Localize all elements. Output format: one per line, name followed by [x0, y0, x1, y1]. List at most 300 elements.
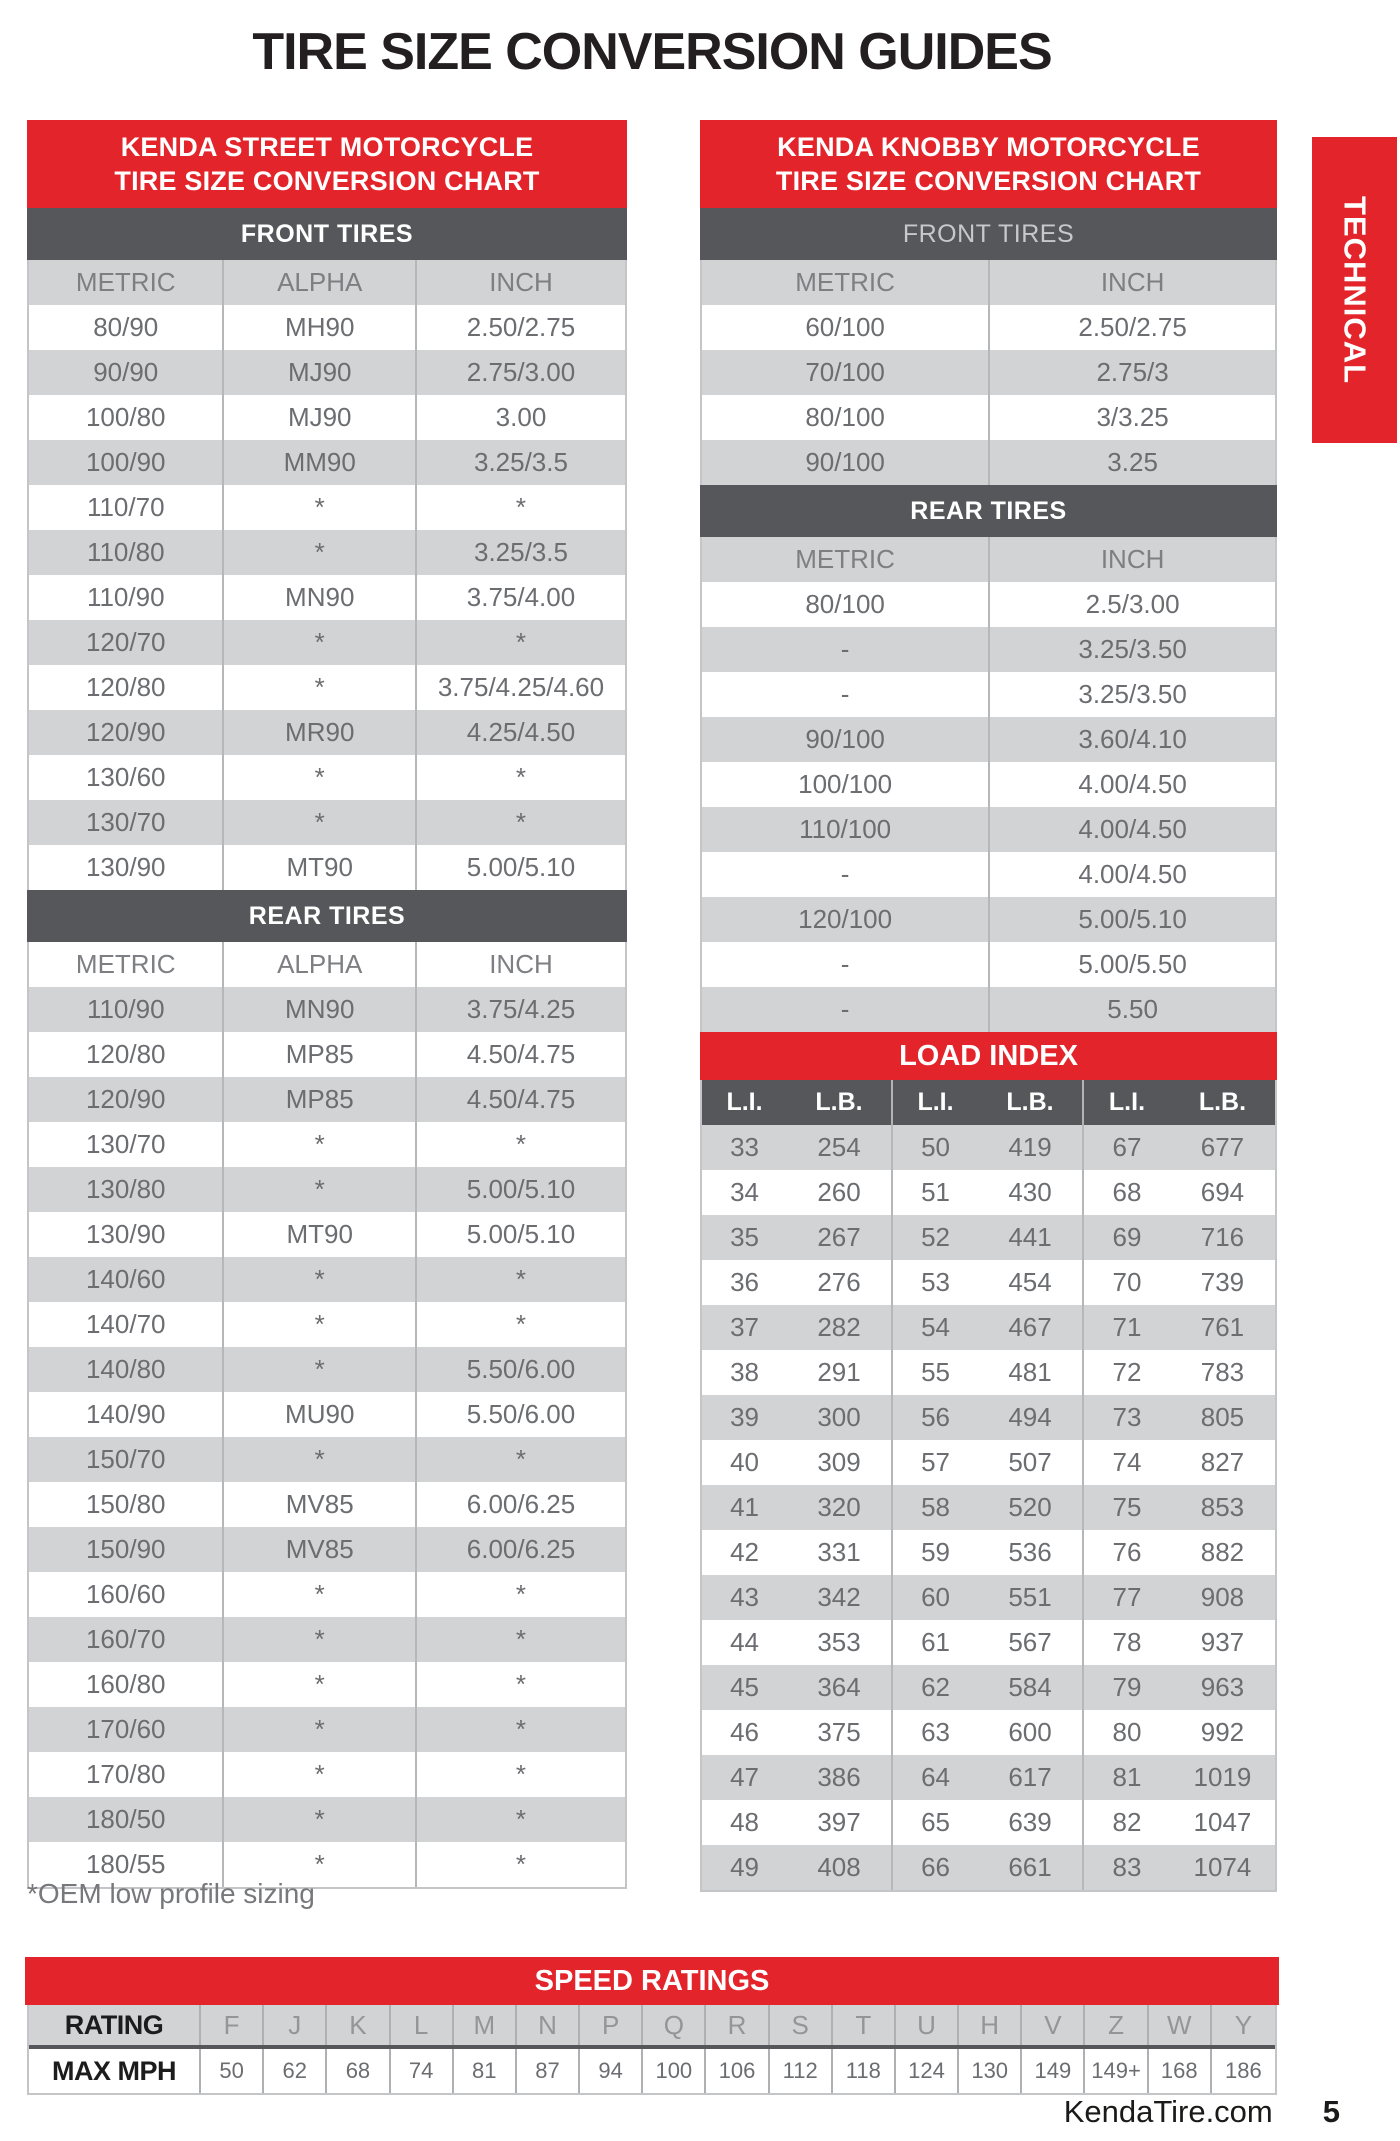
load-pounds-value: 454 [1008, 1267, 1052, 1297]
table-row [702, 440, 1275, 485]
table-row [29, 530, 625, 575]
table-cell: 150/90 [29, 1527, 224, 1572]
knobby-conversion-chart [700, 120, 1277, 1892]
table-row [29, 440, 625, 485]
load-index-value: 76 [1112, 1537, 1142, 1567]
table-row [29, 1797, 625, 1842]
speed-ratings-table [27, 1957, 1277, 2095]
table-cell: 140/80 [29, 1347, 224, 1392]
load-index-value: 59 [921, 1537, 950, 1567]
table-cell: * [515, 807, 527, 837]
load-index-header: LOAD INDEX [700, 1032, 1277, 1080]
table-cell: * [224, 1437, 417, 1482]
table-cell: 70/100 [702, 350, 990, 395]
table-cell: 3.25/3.5 [473, 447, 568, 477]
load-pounds-value: 617 [1008, 1762, 1052, 1792]
technical-tab [1312, 137, 1397, 443]
load-index-group [1084, 1485, 1275, 1530]
table-row [702, 987, 1275, 1032]
load-pounds-value: 408 [817, 1852, 861, 1882]
table-cell: * [515, 1804, 527, 1834]
table-cell: 120/100 [702, 897, 990, 942]
street-chart-title-line2: TIRE SIZE CONVERSION CHART [114, 166, 540, 196]
load-pounds-value: 254 [817, 1132, 861, 1162]
speed-rating-cell: Z [1085, 2005, 1148, 2045]
oem-note: *OEM low profile sizing [27, 1878, 315, 1909]
table-cell: 2.75/3 [1096, 357, 1169, 387]
load-index-group [702, 1485, 893, 1530]
load-index-row [702, 1800, 1275, 1845]
max-mph-cell: 74 [391, 2049, 454, 2093]
load-index-group [702, 1710, 893, 1755]
table-cell: 5.00/5.10 [466, 1174, 576, 1204]
table-cell: MP85 [224, 1077, 417, 1122]
load-pounds-value: 739 [1200, 1267, 1245, 1297]
load-pounds-value: 827 [1200, 1447, 1245, 1477]
table-cell: 2.5/3.00 [1085, 589, 1180, 619]
load-pounds-value: 992 [1200, 1717, 1245, 1747]
table-cell: MT90 [224, 1212, 417, 1257]
street-front-rows [29, 305, 625, 890]
table-cell: 120/90 [29, 1077, 224, 1122]
load-index-value: 45 [730, 1672, 759, 1702]
table-row [29, 1662, 625, 1707]
table-cell: MV85 [224, 1482, 417, 1527]
load-pounds-value: 276 [817, 1267, 861, 1297]
rating-row-label: RATING [29, 2005, 201, 2045]
table-cell: * [515, 1444, 527, 1474]
table-cell: 150/80 [29, 1482, 224, 1527]
max-mph-cell: 124 [896, 2049, 959, 2093]
table-row [29, 575, 625, 620]
table-row [29, 755, 625, 800]
load-index-value: 79 [1112, 1672, 1142, 1702]
table-cell: MR90 [224, 710, 417, 755]
table-cell: - [702, 672, 990, 717]
page-title: TIRE SIZE CONVERSION GUIDES [252, 23, 1052, 81]
load-index-group [702, 1530, 893, 1575]
table-cell: MN90 [224, 987, 417, 1032]
load-index-group [893, 1620, 1084, 1665]
table-cell: 140/90 [29, 1392, 224, 1437]
street-chart-header [27, 120, 627, 208]
table-cell: * [515, 1309, 527, 1339]
table-cell: 4.50/4.75 [466, 1084, 576, 1114]
column-header-alpha: ALPHA [224, 942, 417, 987]
load-index-value: 54 [921, 1312, 950, 1342]
load-pounds-value: 908 [1200, 1582, 1245, 1612]
table-cell: 6.00/6.25 [466, 1489, 576, 1519]
table-cell: * [515, 1579, 527, 1609]
table-row [702, 852, 1275, 897]
table-row [29, 665, 625, 710]
speed-rating-cell: U [896, 2005, 959, 2045]
table-row [702, 717, 1275, 762]
table-cell: 110/90 [29, 987, 224, 1032]
load-index-group [1084, 1125, 1275, 1170]
table-row [29, 485, 625, 530]
load-pounds-value: 1047 [1193, 1807, 1252, 1837]
load-index-value: 71 [1112, 1312, 1142, 1342]
load-pounds-value: 937 [1200, 1627, 1245, 1657]
table-cell: * [224, 1302, 417, 1347]
column-header-metric: METRIC [702, 537, 990, 582]
speed-rating-cell: J [264, 2005, 327, 2045]
table-cell: 90/100 [702, 440, 990, 485]
load-pounds-value: 853 [1200, 1492, 1245, 1522]
load-index-header-group [702, 1080, 893, 1125]
table-cell: 4.50/4.75 [466, 1039, 576, 1069]
speed-rating-cell: Q [643, 2005, 706, 2045]
load-index-value: 58 [921, 1492, 950, 1522]
load-index-value: 56 [921, 1402, 950, 1432]
load-pounds-value: 661 [1008, 1852, 1052, 1882]
load-index-value: 77 [1112, 1582, 1142, 1612]
load-pounds-value: 331 [817, 1537, 861, 1567]
load-index-value: 35 [730, 1222, 759, 1252]
load-index-group [702, 1305, 893, 1350]
table-cell: * [515, 1759, 527, 1789]
load-index-group [1084, 1305, 1275, 1350]
table-cell: 130/70 [29, 1122, 224, 1167]
load-index-group [1084, 1710, 1275, 1755]
load-pounds-value: 600 [1008, 1717, 1052, 1747]
load-index-row [702, 1575, 1275, 1620]
load-pounds-value: 694 [1200, 1177, 1245, 1207]
table-cell: 130/70 [29, 800, 224, 845]
table-cell: 3.25 [1107, 447, 1158, 477]
load-pounds-value: 260 [817, 1177, 861, 1207]
table-cell: * [515, 762, 527, 792]
max-mph-cell: 168 [1149, 2049, 1212, 2093]
table-cell: 6.00/6.25 [466, 1534, 576, 1564]
table-cell: 120/70 [29, 620, 224, 665]
load-index-value: 41 [730, 1492, 759, 1522]
knobby-rear-tires-bar: REAR TIRES [700, 485, 1277, 537]
table-cell: * [224, 1797, 417, 1842]
speed-rating-cell: N [517, 2005, 580, 2045]
load-index-value: 78 [1112, 1627, 1142, 1657]
table-row [702, 672, 1275, 717]
street-chart-title-line1: KENDA STREET MOTORCYCLE [120, 132, 534, 162]
load-index-group [893, 1440, 1084, 1485]
load-index-row [702, 1710, 1275, 1755]
speed-rating-cell: T [833, 2005, 896, 2045]
table-cell: 4.25/4.50 [466, 717, 576, 747]
load-pounds-value: 882 [1200, 1537, 1245, 1567]
table-cell: * [224, 530, 417, 575]
table-cell: * [224, 1707, 417, 1752]
load-index-value: 66 [921, 1852, 950, 1882]
load-index-value: 37 [730, 1312, 759, 1342]
max-mph-cell: 68 [327, 2049, 390, 2093]
table-cell: 170/60 [29, 1707, 224, 1752]
table-cell: 130/80 [29, 1167, 224, 1212]
load-index-group [1084, 1440, 1275, 1485]
column-header-metric: METRIC [29, 942, 224, 987]
table-cell: * [515, 492, 527, 522]
table-cell: 3.25/3.50 [1078, 679, 1187, 709]
table-cell: * [515, 1669, 527, 1699]
load-pounds-value: 520 [1008, 1492, 1052, 1522]
load-index-value: 62 [921, 1672, 950, 1702]
load-index-row [702, 1170, 1275, 1215]
load-index-value: 70 [1112, 1267, 1142, 1297]
column-header-alpha: ALPHA [224, 260, 417, 305]
load-index-value: 74 [1112, 1447, 1142, 1477]
table-row [702, 582, 1275, 627]
load-index-value: 72 [1112, 1357, 1142, 1387]
table-cell: 100/80 [29, 395, 224, 440]
max-mph-cell: 62 [264, 2049, 327, 2093]
load-index-row [702, 1215, 1275, 1260]
knobby-front-column-headers [702, 260, 1275, 305]
load-index-li-label: L.I. [917, 1088, 954, 1116]
load-index-group [702, 1395, 893, 1440]
table-cell: 4.00/4.50 [1078, 814, 1187, 844]
load-index-value: 53 [921, 1267, 950, 1297]
knobby-chart-title-line1: KENDA KNOBBY MOTORCYCLE [777, 132, 1200, 162]
table-cell: 110/80 [29, 530, 224, 575]
load-index-value: 48 [730, 1807, 759, 1837]
load-index-group [893, 1170, 1084, 1215]
street-front-tires-bar: FRONT TIRES [27, 208, 627, 260]
load-pounds-value: 639 [1008, 1807, 1052, 1837]
table-cell: MV85 [224, 1527, 417, 1572]
table-cell: 140/70 [29, 1302, 224, 1347]
table-row [29, 1167, 625, 1212]
table-cell: * [224, 800, 417, 845]
table-row [29, 1077, 625, 1122]
load-index-group [1084, 1260, 1275, 1305]
load-index-value: 75 [1112, 1492, 1142, 1522]
website-text: KendaTire.com [1063, 2094, 1273, 2129]
table-cell: 60/100 [702, 305, 990, 350]
load-index-value: 44 [730, 1627, 759, 1657]
street-front-column-headers [29, 260, 625, 305]
table-cell: 100/100 [702, 762, 990, 807]
table-cell: MJ90 [224, 350, 417, 395]
table-cell: 3.25/3.5 [473, 537, 568, 567]
load-index-value: 83 [1112, 1852, 1142, 1882]
load-index-header-group [893, 1080, 1084, 1125]
load-pounds-value: 507 [1008, 1447, 1052, 1477]
load-index-value: 67 [1112, 1132, 1142, 1162]
load-index-group [893, 1305, 1084, 1350]
mph-row-label: MAX MPH [29, 2049, 201, 2093]
table-row [29, 1707, 625, 1752]
max-mph-cell: 118 [833, 2049, 896, 2093]
knobby-chart-title-line2: TIRE SIZE CONVERSION CHART [775, 166, 1202, 196]
table-row [702, 762, 1275, 807]
load-pounds-value: 291 [817, 1357, 861, 1387]
table-cell: * [224, 665, 417, 710]
load-pounds-value: 386 [817, 1762, 861, 1792]
table-cell: 160/80 [29, 1662, 224, 1707]
load-pounds-value: 551 [1008, 1582, 1052, 1612]
street-rear-column-headers [29, 942, 625, 987]
table-cell: 3.75/4.00 [466, 582, 576, 612]
table-cell: 5.00/5.10 [1078, 904, 1187, 934]
table-row [29, 1122, 625, 1167]
load-index-group [702, 1125, 893, 1170]
load-index-value: 68 [1112, 1177, 1142, 1207]
knobby-front-tires-bar: FRONT TIRES [700, 208, 1277, 260]
table-cell: 130/90 [29, 845, 224, 890]
table-cell: 4.00/4.50 [1078, 769, 1187, 799]
load-index-value: 50 [921, 1132, 950, 1162]
load-index-group [702, 1440, 893, 1485]
table-cell: 160/60 [29, 1572, 224, 1617]
table-cell: * [224, 1347, 417, 1392]
max-mph-cell: 106 [706, 2049, 769, 2093]
column-header-inch: INCH [489, 949, 553, 979]
technical-tab-label: TECHNICAL [1337, 195, 1373, 385]
load-index-group [893, 1710, 1084, 1755]
table-cell: 5.00/5.10 [466, 852, 576, 882]
load-index-column-headers [702, 1080, 1275, 1125]
table-row [29, 987, 625, 1032]
table-row [29, 1392, 625, 1437]
table-row [29, 710, 625, 755]
load-index-group [893, 1260, 1084, 1305]
table-cell: - [702, 627, 990, 672]
load-index-group [1084, 1215, 1275, 1260]
table-cell: 3.25/3.50 [1078, 634, 1187, 664]
load-index-value: 55 [921, 1357, 950, 1387]
speed-rating-cell: S [770, 2005, 833, 2045]
load-index-group [893, 1530, 1084, 1575]
load-index-group [1084, 1845, 1275, 1890]
load-index-value: 52 [921, 1222, 950, 1252]
load-index-value: 73 [1112, 1402, 1142, 1432]
max-mph-cell: 87 [517, 2049, 580, 2093]
load-pounds-value: 320 [817, 1492, 861, 1522]
table-cell: * [224, 1257, 417, 1302]
table-cell: * [515, 627, 527, 657]
table-row [29, 1302, 625, 1347]
load-index-row [702, 1395, 1275, 1440]
load-pounds-value: 430 [1008, 1177, 1052, 1207]
load-index-value: 47 [730, 1762, 759, 1792]
load-pounds-value: 364 [817, 1672, 861, 1702]
max-mph-row [29, 2049, 1275, 2093]
max-mph-cell: 130 [959, 2049, 1022, 2093]
max-mph-cell: 94 [580, 2049, 643, 2093]
table-cell: 130/60 [29, 755, 224, 800]
table-cell: 140/60 [29, 1257, 224, 1302]
table-cell: 3.75/4.25 [466, 994, 576, 1024]
column-header-metric: METRIC [702, 260, 990, 305]
table-cell: 3.75/4.25/4.60 [437, 672, 605, 702]
table-cell: 5.50/6.00 [466, 1399, 576, 1429]
table-row [29, 1257, 625, 1302]
knobby-rear-rows [702, 582, 1275, 1032]
load-index-group [1084, 1395, 1275, 1440]
knobby-front-rows [702, 305, 1275, 485]
table-row [29, 1572, 625, 1617]
table-cell: MN90 [224, 575, 417, 620]
table-cell: 2.50/2.75 [1078, 312, 1187, 342]
table-row [29, 1212, 625, 1257]
table-cell: 90/90 [29, 350, 224, 395]
table-cell: MT90 [224, 845, 417, 890]
table-cell: 120/80 [29, 665, 224, 710]
load-index-value: 43 [730, 1582, 759, 1612]
table-cell: MP85 [224, 1032, 417, 1077]
table-cell: 90/100 [702, 717, 990, 762]
load-index-group [893, 1755, 1084, 1800]
speed-rating-cell: Y [1234, 2009, 1253, 2040]
table-cell: 3/3.25 [1096, 402, 1169, 432]
table-cell: * [224, 1752, 417, 1797]
knobby-chart-header [700, 120, 1277, 208]
table-cell: 5.00/5.50 [1078, 949, 1187, 979]
load-index-value: 42 [730, 1537, 759, 1567]
load-index-row [702, 1260, 1275, 1305]
table-cell: 120/80 [29, 1032, 224, 1077]
table-row [29, 395, 625, 440]
load-pounds-value: 536 [1008, 1537, 1052, 1567]
table-cell: 120/90 [29, 710, 224, 755]
load-index-value: 36 [730, 1267, 759, 1297]
load-index-value: 49 [730, 1852, 759, 1882]
table-row [29, 620, 625, 665]
table-cell: * [224, 485, 417, 530]
street-conversion-chart [27, 120, 627, 1889]
table-cell: MU90 [224, 1392, 417, 1437]
load-index-value: 51 [921, 1177, 950, 1207]
page-footer [27, 2094, 1340, 2130]
table-row [29, 845, 625, 890]
load-index-group [1084, 1530, 1275, 1575]
street-rear-rows [29, 987, 625, 1887]
load-index-row [702, 1305, 1275, 1350]
table-row [29, 350, 625, 395]
load-pounds-value: 267 [817, 1222, 861, 1252]
load-index-row [702, 1440, 1275, 1485]
load-pounds-value: 282 [817, 1312, 861, 1342]
load-index-rows [702, 1125, 1275, 1890]
table-cell: 2.50/2.75 [466, 312, 576, 342]
table-row [29, 1617, 625, 1662]
table-cell: 170/80 [29, 1752, 224, 1797]
load-index-value: 46 [730, 1717, 759, 1747]
table-cell: 180/50 [29, 1797, 224, 1842]
load-index-group [702, 1665, 893, 1710]
load-index-group [893, 1665, 1084, 1710]
load-index-value: 33 [730, 1132, 759, 1162]
table-cell: 80/100 [702, 395, 990, 440]
table-cell: 3.00 [495, 402, 547, 432]
load-index-group [1084, 1755, 1275, 1800]
table-cell: * [224, 620, 417, 665]
load-pounds-value: 567 [1008, 1627, 1052, 1657]
table-cell: 5.00/5.10 [466, 1219, 576, 1249]
load-index-group [702, 1170, 893, 1215]
load-index-row [702, 1485, 1275, 1530]
table-row [29, 1527, 625, 1572]
load-index-row [702, 1125, 1275, 1170]
table-row [702, 942, 1275, 987]
table-row [702, 627, 1275, 672]
table-cell: 160/70 [29, 1617, 224, 1662]
load-index-value: 40 [730, 1447, 759, 1477]
speed-rating-cell: H [959, 2005, 1022, 2045]
load-pounds-value: 309 [817, 1447, 861, 1477]
load-pounds-value: 1074 [1193, 1852, 1252, 1882]
table-cell: 4.00/4.50 [1078, 859, 1187, 889]
